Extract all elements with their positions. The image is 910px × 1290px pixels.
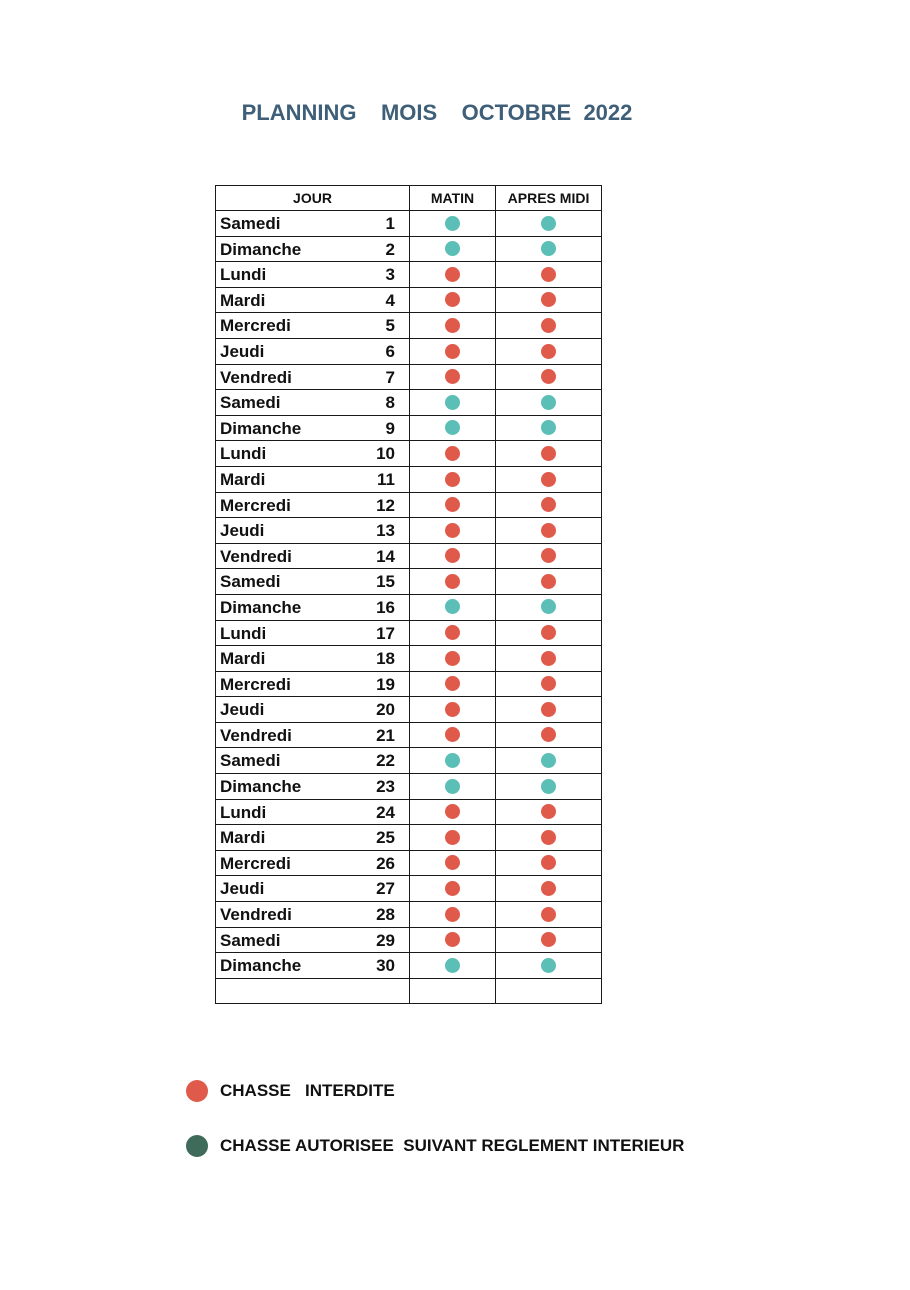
matin-cell [410, 722, 496, 748]
matin-cell [410, 927, 496, 953]
table-row [216, 390, 602, 416]
green-dot-icon [541, 958, 556, 973]
jour-cell [216, 466, 410, 492]
table-row [216, 594, 602, 620]
day-name: Mercredi [220, 316, 291, 336]
day-number: 30 [376, 956, 395, 976]
day-number: 16 [376, 597, 395, 617]
day-number: 13 [376, 521, 395, 541]
jour-cell [216, 211, 410, 237]
apres-midi-cell [496, 748, 602, 774]
apres-midi-cell [496, 876, 602, 902]
day-number: 11 [377, 469, 395, 489]
day-number: 22 [376, 751, 395, 771]
red-dot-icon [541, 497, 556, 512]
red-dot-icon [445, 651, 460, 666]
red-dot-icon [445, 676, 460, 691]
matin-cell [410, 748, 496, 774]
day-number: 19 [376, 674, 395, 694]
apres-midi-cell [496, 902, 602, 928]
red-dot-icon [541, 472, 556, 487]
red-dot-icon [541, 651, 556, 666]
apres-midi-cell [496, 774, 602, 800]
red-dot-icon [541, 574, 556, 589]
matin-cell [410, 978, 496, 1004]
day-name: Dimanche [220, 777, 302, 797]
day-number: 21 [376, 725, 395, 745]
table-row [216, 799, 602, 825]
apres-midi-cell [496, 518, 602, 544]
day-number: 10 [376, 444, 395, 464]
red-dot-icon [541, 292, 556, 307]
day-name: Jeudi [220, 521, 265, 541]
jour-cell [216, 518, 410, 544]
day-number: 12 [376, 495, 395, 515]
green-dot-icon [445, 420, 460, 435]
day-number: 1 [385, 214, 395, 233]
apres-midi-cell [496, 569, 602, 595]
apres-midi-cell [496, 338, 602, 364]
jour-cell [216, 927, 410, 953]
apres-midi-cell [496, 594, 602, 620]
jour-cell [216, 850, 410, 876]
table-row [216, 825, 602, 851]
day-number: 4 [385, 290, 395, 310]
matin-cell [410, 441, 496, 467]
day-name: Vendredi [220, 546, 292, 566]
day-number: 6 [385, 341, 395, 361]
day-name: Lundi [220, 623, 267, 643]
table-row [216, 313, 602, 339]
apres-midi-cell [496, 671, 602, 697]
red-dot-icon [541, 855, 556, 870]
red-dot-icon [541, 907, 556, 922]
day-name: Samedi [220, 393, 281, 413]
day-name: Mercredi [220, 495, 291, 515]
red-dot-icon [445, 830, 460, 845]
apres-midi-cell [496, 492, 602, 518]
matin-cell [410, 415, 496, 441]
jour-cell [216, 671, 410, 697]
table-row [216, 364, 602, 390]
jour-cell [216, 620, 410, 646]
jour-cell [216, 978, 410, 1004]
apres-midi-cell [496, 211, 602, 237]
apres-midi-cell [496, 262, 602, 288]
matin-cell [410, 211, 496, 237]
matin-cell [410, 287, 496, 313]
matin-cell [410, 390, 496, 416]
red-dot-icon [541, 702, 556, 717]
day-number: 7 [385, 367, 395, 387]
matin-cell [410, 799, 496, 825]
table-row [216, 415, 602, 441]
day-name: Lundi [220, 802, 267, 822]
jour-cell [216, 492, 410, 518]
matin-cell [410, 953, 496, 979]
green-dot-icon [445, 599, 460, 614]
red-dot-icon [445, 574, 460, 589]
table-header-row [216, 186, 602, 211]
green-dot-icon [541, 420, 556, 435]
day-number: 17 [376, 623, 395, 643]
matin-cell [410, 518, 496, 544]
apres-midi-cell [496, 236, 602, 262]
jour-cell [216, 774, 410, 800]
table-row [216, 620, 602, 646]
green-dot-icon [541, 241, 556, 256]
day-name: Dimanche [220, 239, 302, 259]
jour-cell [216, 441, 410, 467]
matin-cell [410, 902, 496, 928]
apres-midi-cell [496, 953, 602, 979]
red-dot-icon [541, 344, 556, 359]
jour-cell [216, 799, 410, 825]
day-number: 29 [376, 930, 395, 950]
red-dot-icon [445, 907, 460, 922]
red-dot-icon [445, 727, 460, 742]
matin-cell [410, 466, 496, 492]
table-row [216, 850, 602, 876]
matin-cell [410, 850, 496, 876]
red-dot-icon [541, 804, 556, 819]
legend-autorisee [186, 1135, 684, 1157]
day-number: 25 [376, 828, 395, 848]
table-row [216, 287, 602, 313]
jour-cell [216, 415, 410, 441]
red-dot-icon [445, 548, 460, 563]
day-name: Jeudi [220, 341, 265, 361]
red-dot-icon [445, 472, 460, 487]
matin-cell [410, 338, 496, 364]
red-dot-icon [445, 855, 460, 870]
day-name: Dimanche [220, 597, 302, 617]
day-name: Samedi [220, 572, 281, 592]
jour-cell [216, 748, 410, 774]
table-row [216, 236, 602, 262]
day-number: 23 [376, 777, 395, 797]
legend-interdite [186, 1080, 395, 1102]
green-dot-icon [541, 779, 556, 794]
red-dot-icon [445, 804, 460, 819]
matin-cell [410, 569, 496, 595]
matin-cell [410, 671, 496, 697]
red-dot-icon [541, 676, 556, 691]
jour-cell [216, 287, 410, 313]
apres-midi-cell [496, 287, 602, 313]
table-row [216, 774, 602, 800]
apres-midi-cell [496, 441, 602, 467]
table-row [216, 543, 602, 569]
legend-interdite-label: CHASSE INTERDITE [220, 1081, 395, 1100]
page-title: PLANNING MOIS OCTOBRE 2022 [241, 100, 633, 125]
red-dot-icon [445, 344, 460, 359]
apres-midi-cell [496, 313, 602, 339]
day-name: Vendredi [220, 367, 292, 387]
apres-midi-cell [496, 825, 602, 851]
apres-midi-cell [496, 543, 602, 569]
day-number: 27 [376, 879, 395, 899]
day-number: 26 [376, 853, 395, 873]
green-dot-icon [541, 395, 556, 410]
red-dot-icon [541, 830, 556, 845]
header-jour: JOUR [216, 186, 410, 211]
matin-cell [410, 825, 496, 851]
red-dot-icon [541, 548, 556, 563]
day-number: 8 [385, 393, 395, 413]
header-apres-midi: APRES MIDI [496, 186, 602, 211]
table-row [216, 876, 602, 902]
table-row [216, 338, 602, 364]
red-dot-icon [445, 932, 460, 947]
jour-cell [216, 697, 410, 723]
green-dot-icon [445, 241, 460, 256]
jour-cell [216, 569, 410, 595]
matin-cell [410, 236, 496, 262]
day-name: Vendredi [220, 725, 292, 745]
jour-cell [216, 594, 410, 620]
table-body [216, 211, 602, 1004]
red-dot-icon [445, 267, 460, 282]
day-number: 2 [385, 239, 395, 259]
day-name: Mardi [220, 649, 266, 669]
green-dot-icon [541, 753, 556, 768]
day-number: 14 [376, 546, 395, 566]
matin-cell [410, 492, 496, 518]
red-dot-icon [445, 446, 460, 461]
jour-cell [216, 876, 410, 902]
table-row [216, 262, 602, 288]
green-dot-icon [445, 958, 460, 973]
table-row [216, 927, 602, 953]
day-name: Vendredi [220, 905, 292, 925]
jour-cell [216, 236, 410, 262]
day-name: Dimanche [220, 418, 302, 438]
day-number: 9 [385, 418, 395, 438]
matin-cell [410, 876, 496, 902]
jour-cell [216, 364, 410, 390]
legend-red-dot-icon [186, 1080, 208, 1102]
day-name: Mardi [220, 469, 266, 489]
green-dot-icon [445, 216, 460, 231]
apres-midi-cell [496, 799, 602, 825]
red-dot-icon [445, 318, 460, 333]
day-number: 24 [376, 802, 395, 822]
matin-cell [410, 364, 496, 390]
day-name: Dimanche [220, 956, 302, 976]
day-name: Mercredi [220, 853, 291, 873]
red-dot-icon [541, 523, 556, 538]
day-name: Mardi [220, 828, 266, 848]
table-row [216, 671, 602, 697]
apres-midi-cell [496, 978, 602, 1004]
apres-midi-cell [496, 722, 602, 748]
day-name: Samedi [220, 930, 281, 950]
red-dot-icon [445, 625, 460, 640]
matin-cell [410, 313, 496, 339]
day-name: Mercredi [220, 674, 291, 694]
table-row [216, 518, 602, 544]
jour-cell [216, 390, 410, 416]
apres-midi-cell [496, 646, 602, 672]
red-dot-icon [445, 881, 460, 896]
table-row [216, 748, 602, 774]
day-name: Mardi [220, 290, 266, 310]
jour-cell [216, 262, 410, 288]
day-number: 3 [385, 265, 395, 285]
apres-midi-cell [496, 415, 602, 441]
jour-cell [216, 953, 410, 979]
day-name: Jeudi [220, 700, 265, 720]
apres-midi-cell [496, 390, 602, 416]
matin-cell [410, 262, 496, 288]
jour-cell [216, 543, 410, 569]
legend-autorisee-label: CHASSE AUTORISEE SUIVANT REGLEMENT INTERIEUR [220, 1136, 685, 1155]
red-dot-icon [445, 523, 460, 538]
day-name: Samedi [220, 214, 281, 233]
red-dot-icon [445, 497, 460, 512]
matin-cell [410, 543, 496, 569]
table-row [216, 466, 602, 492]
green-dot-icon [541, 599, 556, 614]
apres-midi-cell [496, 927, 602, 953]
apres-midi-cell [496, 697, 602, 723]
matin-cell [410, 620, 496, 646]
red-dot-icon [445, 702, 460, 717]
jour-cell [216, 313, 410, 339]
green-dot-icon [445, 395, 460, 410]
day-name: Lundi [220, 265, 267, 285]
red-dot-icon [541, 267, 556, 282]
jour-cell [216, 338, 410, 364]
jour-cell [216, 902, 410, 928]
table-row [216, 211, 602, 237]
apres-midi-cell [496, 620, 602, 646]
header-matin: MATIN [410, 186, 496, 211]
day-number: 18 [376, 649, 395, 669]
red-dot-icon [445, 292, 460, 307]
table-row [216, 441, 602, 467]
day-number: 28 [376, 905, 395, 925]
matin-cell [410, 697, 496, 723]
matin-cell [410, 774, 496, 800]
matin-cell [410, 594, 496, 620]
table-row [216, 953, 602, 979]
day-name: Samedi [220, 751, 281, 771]
table-row [216, 722, 602, 748]
planning-table [215, 185, 602, 1004]
red-dot-icon [541, 625, 556, 640]
day-number: 5 [385, 316, 395, 336]
table-row [216, 492, 602, 518]
red-dot-icon [541, 881, 556, 896]
apres-midi-cell [496, 364, 602, 390]
table-row [216, 978, 602, 1004]
day-name: Jeudi [220, 879, 265, 899]
red-dot-icon [541, 318, 556, 333]
day-number: 15 [376, 572, 395, 592]
day-number: 20 [376, 700, 395, 720]
jour-cell [216, 722, 410, 748]
green-dot-icon [445, 779, 460, 794]
red-dot-icon [541, 727, 556, 742]
apres-midi-cell [496, 466, 602, 492]
table-row [216, 902, 602, 928]
red-dot-icon [541, 932, 556, 947]
table-row [216, 646, 602, 672]
table-row [216, 697, 602, 723]
jour-cell [216, 646, 410, 672]
apres-midi-cell [496, 850, 602, 876]
green-dot-icon [541, 216, 556, 231]
legend-green-dot-icon [186, 1135, 208, 1157]
red-dot-icon [541, 446, 556, 461]
red-dot-icon [541, 369, 556, 384]
green-dot-icon [445, 753, 460, 768]
day-name: Lundi [220, 444, 267, 464]
jour-cell [216, 825, 410, 851]
matin-cell [410, 646, 496, 672]
table-row [216, 569, 602, 595]
red-dot-icon [445, 369, 460, 384]
